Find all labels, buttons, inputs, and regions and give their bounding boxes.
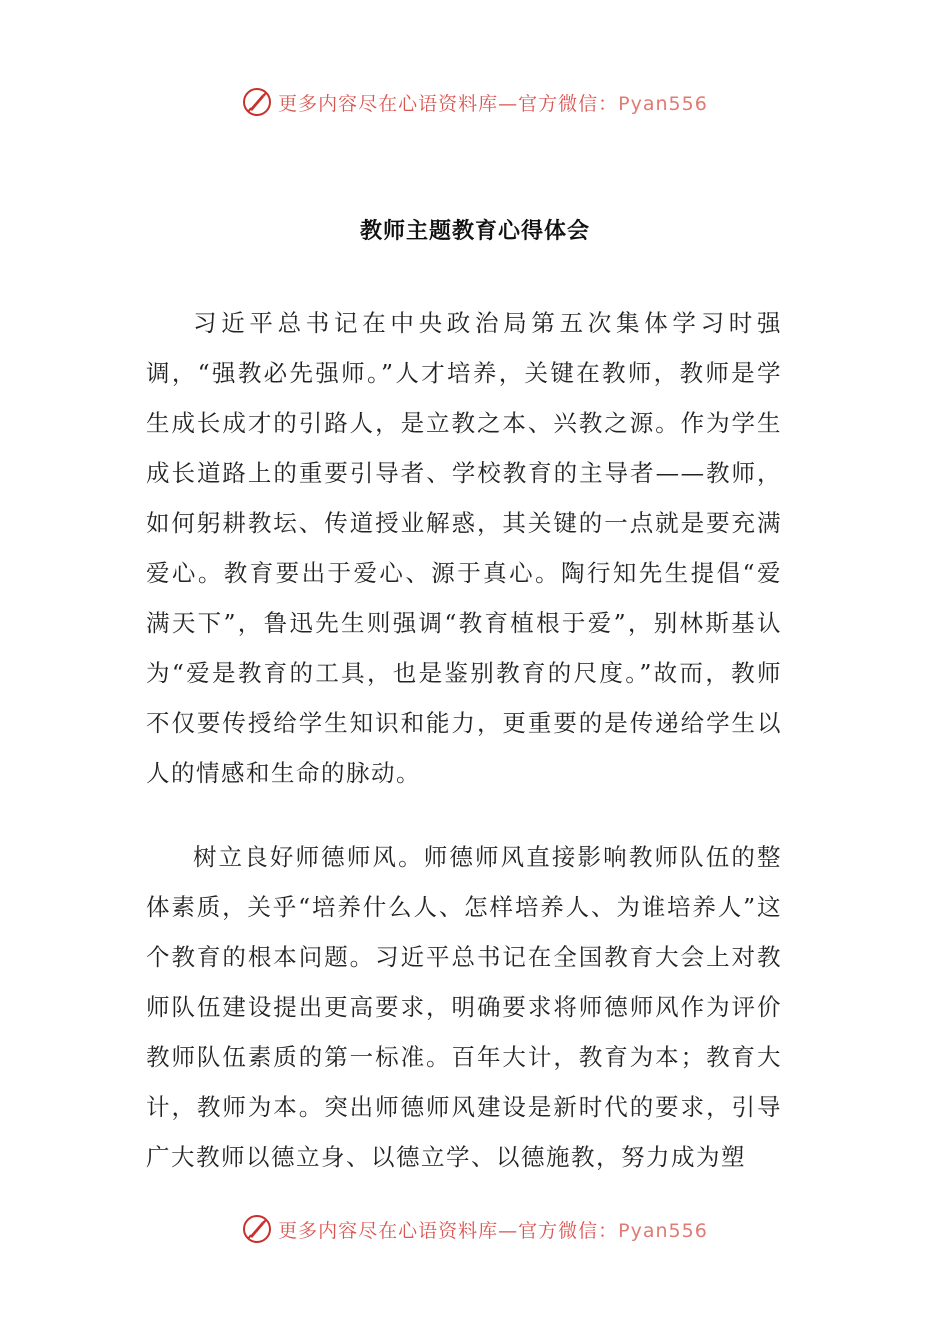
wechat-id: Pyan556 (618, 92, 708, 115)
header-banner (0, 82, 950, 122)
quill-pen-logo-icon (242, 87, 272, 117)
quill-pen-logo-icon (242, 1214, 272, 1244)
document-body (146, 298, 782, 1182)
document-title: 教师主题教育心得体会 (359, 219, 590, 244)
banner-text: 更多内容尽在心语资料库—官方微信：Pyan556 (278, 92, 708, 115)
wechat-id: Pyan556 (618, 1219, 708, 1242)
paragraph: 习近平总书记在中央政治局第五次集体学习时强调，“强教必先强师。”人才培养，关键在教师，教师是学生成长成才的引路人，是立教之本、兴教之源。作为学生成长道路上的重要引导者、学校教育的主导者——教师，如何躬耕教坛、传道授业解惑，其关键的一点就是要充满爱心。教育要出于爱心、源于真心。陶行知先生提倡“爱满天下”，鲁迅先生则强调“教育植根于爱”，别林斯基认为“爱是教育的工具，也是鉴别教育的尺度。”故而，教师不仅要传授给学生知识和能力，更重要的是传递给学生以人的情感和生命的脉动。 (146, 309, 782, 787)
banner-text: 更多内容尽在心语资料库—官方微信：Pyan556 (278, 1219, 708, 1242)
paragraph: 树立良好师德师风。师德师风直接影响教师队伍的整体素质，关乎“培养什么人、怎样培养人、为谁培养人”这个教育的根本问题。习近平总书记在全国教育大会上对教师队伍建设提出更高要求，明确要求将师德师风作为评价教师队伍素质的第一标准。百年大计，教育为本；教育大计，教师为本。突出师德师风建设是新时代的要求，引导广大教师以德立身、以德立学、以德施教，努力成为塑 (146, 843, 782, 1171)
footer-banner (0, 1209, 950, 1249)
